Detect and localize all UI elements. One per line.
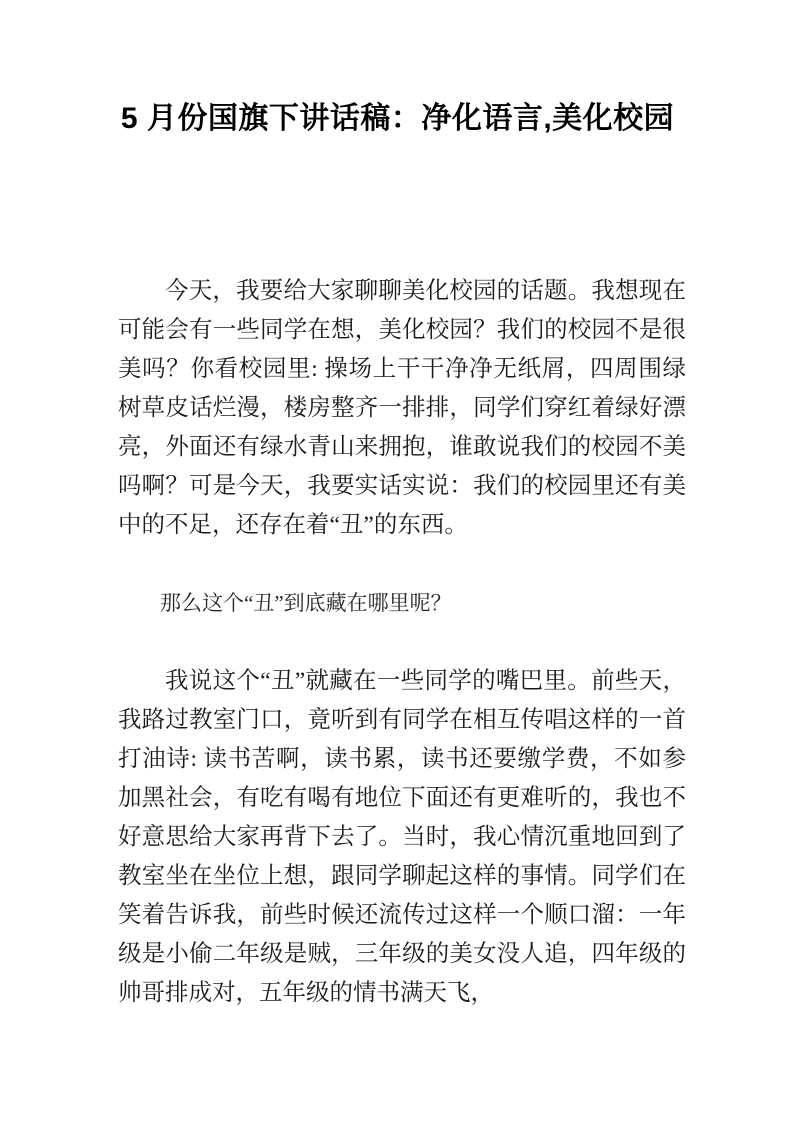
page-title: 5 月份国旗下讲话稿：净化语言,美化校园 (120, 102, 675, 135)
paragraph-3: 我说这个“丑”就藏在一些同学的嘴巴里。前些天，我路过教室门口，竟听到有同学在相互传唱这样的一首打油诗: 读书苦啊，读书累，读书还要缴学费，不如参加黑社会，有吃有喝有地位下面还有更难听的，我也不好意思给大家再背下去了。当时，我心情沉重地回到了教室坐在坐位上想，跟同学聊起这样的事情。同学们在笑着告诉我，前些时候还流传过这样一个顺口溜：一年级是小偷二年级是贼，三年级的美女没人追，四年级的帅哥排成对，五年级的情书满天飞， (118, 668, 686, 1006)
paragraph-spacer-2 (118, 623, 686, 662)
document-body (118, 272, 686, 1013)
paragraph-1: 今天，我要给大家聊聊美化校园的话题。我想现在可能会有一些同学在想，美化校园？我们的校园不是很美吗？你看校园里: 操场上干干净净无纸屑，四周围绿树草皮话烂漫，楼房整齐一排排，同学们穿红着绿好漂亮，外面还有绿水青山来拥抱，谁敢说我们的校园不美吗啊？可是今天，我要实话实说：我们的校园里还有美中的不足，还存在着“丑”的东西。 (118, 278, 686, 538)
paragraph-2: 那么这个“丑”到底藏在哪里呢？ (160, 591, 452, 615)
paragraph-spacer-1 (118, 545, 686, 584)
